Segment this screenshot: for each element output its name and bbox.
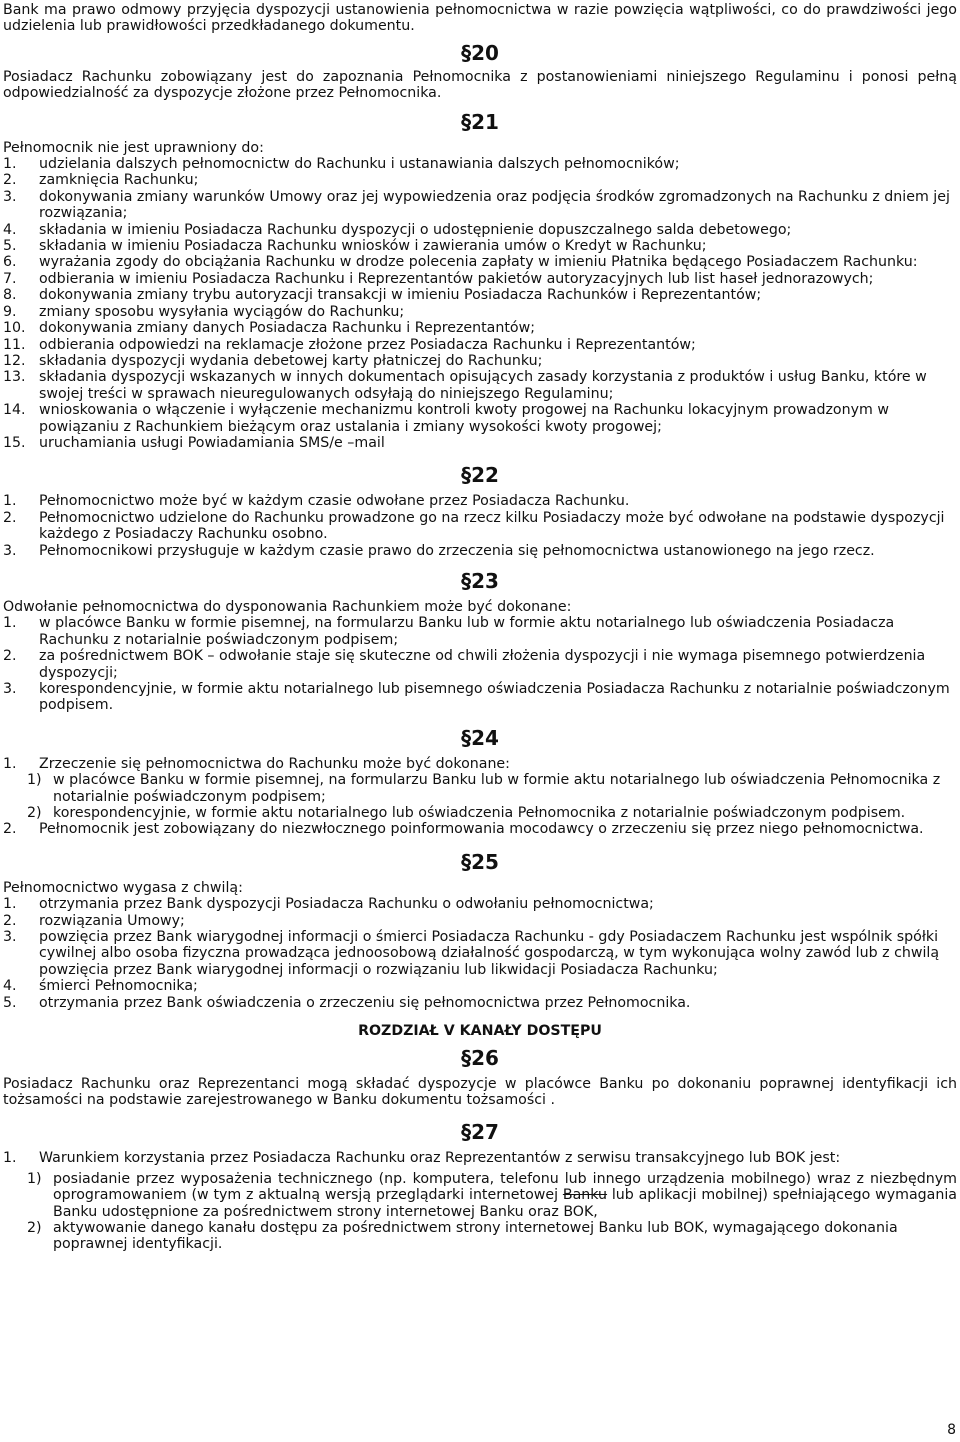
list-item — [3, 402, 957, 435]
list-item — [3, 756, 957, 772]
list-item — [3, 543, 957, 559]
list-item — [3, 287, 957, 303]
item-text: wnioskowania o włączenie i wyłączenie mechanizmu kontroli kwoty progowej na Rachunku lokacyjnym prowadzonym w powiązaniu z Rachunkiem bieżącym oraz ustalania i zmiany wysokości kwoty progowej; — [39, 402, 889, 435]
list-item — [3, 615, 957, 648]
item-number: 1. — [3, 896, 17, 913]
item-number: 2) — [27, 1219, 42, 1236]
item-number: 15. — [3, 434, 26, 451]
item-text: udzielania dalszych pełnomocnictw do Rachunku i ustanawiania dalszych pełnomocników; — [39, 156, 680, 173]
section-25-heading: §25 — [461, 849, 499, 874]
item-text: dokonywania zmiany warunków Umowy oraz jej wypowiedzenia oraz podjęcia środków zgromadzonych na Rachunku z dniem jej rozwiązania; — [39, 188, 950, 222]
item-text: dokonywania zmiany trybu autoryzacji transakcji w imieniu Posiadacza Rachunków i Reprezentantów; — [39, 287, 762, 304]
item-text: w placówce Banku w formie pisemnej, na formularzu Banku lub w formie aktu notarialnego lub oświadczenia Pełnomocnika z notarialnie poświadczonym podpisem; — [53, 772, 941, 805]
item-number: 13. — [3, 369, 26, 386]
section-24-list-2 — [3, 821, 957, 837]
item-number: 1) — [27, 772, 42, 789]
list-item — [3, 238, 957, 254]
list-item — [3, 896, 957, 912]
intro-paragraph: Bank ma prawo odmowy przyjęcia dyspozycji ustanowienia pełnomocnictwa w razie powzięcia wątpliwości, co do prawdziwości jego udzielenia lub prawidłowości przedkładanego dokumentu. — [3, 2, 957, 35]
item-text: otrzymania przez Bank dyspozycji Posiadacza Rachunku o odwołaniu pełnomocnictwa; — [39, 896, 654, 913]
list-item — [3, 189, 957, 222]
item-number: 8. — [3, 287, 17, 304]
list-item — [3, 222, 957, 238]
list-item — [3, 913, 957, 929]
item-number: 2. — [3, 912, 17, 929]
item-text: śmierci Pełnomocnika; — [39, 978, 198, 995]
item-text: Zrzeczenie się pełnomocnictwa do Rachunku może być dokonane: — [39, 755, 510, 772]
section-26-heading: §26 — [461, 1045, 499, 1070]
item-text: zmiany sposobu wysyłania wyciągów do Rachunku; — [39, 303, 405, 320]
section-24-sublist — [3, 772, 957, 821]
item-number: 7. — [3, 270, 17, 287]
text-part: lub aplikacji mobilnej) spełniającego wymagania Banku udostępnione za pośrednictwem strony internetowej Banku oraz BOK, — [53, 1187, 958, 1220]
list-item — [3, 929, 957, 978]
item-number: 5. — [3, 238, 17, 255]
item-number: 1) — [27, 1170, 42, 1187]
item-text: korespondencyjnie, w formie aktu notarialnego lub oświadczenia Pełnomocnika z notarialnie poświadczonym podpisem. — [53, 805, 906, 822]
section-25-list — [3, 896, 957, 1011]
section-24-heading: §24 — [461, 725, 499, 750]
item-number: 4. — [3, 978, 17, 995]
item-number: 12. — [3, 352, 26, 369]
item-number: 3. — [3, 929, 17, 946]
section-21-list — [3, 156, 957, 451]
list-item — [3, 271, 957, 287]
item-text: otrzymania przez Bank oświadczenia o zrzeczeniu się pełnomocnictwa przez Pełnomocnika. — [39, 994, 691, 1011]
section-21-heading: §21 — [461, 109, 499, 134]
struck-text: Banku — [562, 1187, 608, 1204]
item-text: Pełnomocnik jest zobowiązany do niezwłocznego poinformowania mocodawcy o zrzeczeniu się przez niego pełnomocnictwa. — [39, 821, 924, 838]
section-23-heading: §23 — [461, 568, 499, 593]
section-20-heading: §20 — [461, 40, 499, 65]
item-number: 14. — [3, 402, 26, 419]
list-item — [3, 493, 957, 509]
section-27-heading: §27 — [461, 1120, 499, 1145]
item-text: rozwiązania Umowy; — [39, 912, 185, 929]
item-text: składania dyspozycji wskazanych w innych dokumentach opisujących zasady korzystania z produktów i usług Banku, które w swojej treści w sprawach nieuregulowanych odsyłają do niniejszego Regulaminu; — [39, 369, 927, 402]
item-text: w placówce Banku w formie pisemnej, na formularzu Banku lub w formie aktu notarialnego lub oświadczenia Posiadacza Rachunku z notarialnie poświadczonym podpisem; — [39, 615, 895, 648]
item-number: 1. — [3, 156, 17, 173]
item-text: Pełnomocnictwo udzielone do Rachunku prowadzone go na rzecz kilku Posiadaczy może być odwołane na podstawie dyspozycji każdego z Posiadaczy Rachunku osobno. — [39, 509, 945, 543]
item-text: zamknięcia Rachunku; — [39, 172, 199, 189]
item-number: 3. — [3, 188, 17, 205]
item-text: dokonywania zmiany danych Posiadacza Rachunku i Reprezentantów; — [39, 320, 535, 337]
list-item — [3, 648, 957, 681]
list-item — [3, 156, 957, 172]
item-text: wyrażania zgody do obciążania Rachunku w drodze polecenia zapłaty w imieniu Płatnika będącego Posiadaczem Rachunku: — [39, 254, 918, 271]
item-text: odbierania w imieniu Posiadacza Rachunku i Reprezentantów pakietów autoryzacyjnych lub list haseł jednorazowych; — [39, 270, 874, 287]
item-number: 10. — [3, 320, 26, 337]
text-part: posiadanie przez wyposażenia technicznego (np. komputera, telefonu lub innego urządzenia mobilnego) wraz z niezbędnym oprogramowaniem (w tym z aktualną wersją przeglądarki internetowej — [53, 1170, 957, 1204]
list-item — [3, 369, 957, 402]
item-text: korespondencyjnie, w formie aktu notarialnego lub pisemnego oświadczenia Posiadacza Rachunku z notarialnie poświadczonym podpisem. — [39, 681, 950, 714]
list-item — [3, 435, 957, 451]
item-text: odbierania odpowiedzi na reklamacje złożone przez Posiadacza Rachunku i Reprezentantów; — [39, 336, 696, 353]
item-number: 2. — [3, 509, 17, 526]
item-number: 11. — [3, 336, 26, 353]
chapter-heading: ROZDZIAŁ V KANAŁY DOSTĘPU — [358, 1023, 602, 1040]
item-number: 1. — [3, 615, 17, 632]
section-23-lead: Odwołanie pełnomocnictwa do dysponowania Rachunkiem może być dokonane: — [3, 598, 572, 615]
item-number: 2) — [27, 805, 42, 822]
list-item — [3, 1150, 957, 1166]
section-21-lead: Pełnomocnik nie jest uprawniony do: — [3, 139, 264, 156]
sub-list-item — [27, 1220, 957, 1253]
item-text: aktywowanie danego kanału dostępu za pośrednictwem strony internetowej Banku lub BOK, wymagającego dokonania poprawnej identyfikacji. — [53, 1219, 898, 1253]
item-number: 5. — [3, 994, 17, 1011]
item-text: Pełnomocnikowi przysługuje w każdym czasie prawo do zrzeczenia się pełnomocnictwa ustanowionego na jego rzecz. — [39, 542, 875, 559]
item-number: 1. — [3, 755, 17, 772]
item-number: 9. — [3, 303, 17, 320]
list-item — [3, 304, 957, 320]
list-item — [3, 337, 957, 353]
item-text: Warunkiem korzystania przez Posiadacza Rachunku oraz Reprezentantów z serwisu transakcyjnego lub BOK jest: — [39, 1150, 841, 1167]
item-text: składania w imieniu Posiadacza Rachunku dyspozycji o udostępnienie dopuszczalnego salda debetowego; — [39, 221, 792, 238]
list-item — [3, 320, 957, 336]
sub-list-item — [27, 1171, 957, 1220]
section-24-list — [3, 756, 957, 772]
list-item — [3, 353, 957, 369]
section-27-sublist — [3, 1171, 957, 1253]
section-27-list — [3, 1150, 957, 1166]
page-number: 8 — [947, 1422, 956, 1438]
item-text: powzięcia przez Bank wiarygodnej informacji o śmierci Posiadacza Rachunku - gdy Posiadaczem Rachunku jest wspólnik spółki cywilnej albo osoba fizyczna prowadząca jednoosobową działalność gospodarczą, w tym wykonująca wolny zawód lub z chwilą powzięcia przez Bank wiarygodnej informacji o rozwiązaniu lub likwidacji Posiadacza Rachunku; — [39, 929, 940, 978]
item-number: 1. — [3, 493, 17, 510]
item-number: 3. — [3, 542, 17, 559]
list-item — [3, 172, 957, 188]
item-text: składania dyspozycji wydania debetowej karty płatniczej do Rachunku; — [39, 352, 543, 369]
item-number: 6. — [3, 254, 17, 271]
list-item — [3, 978, 957, 994]
item-number: 2. — [3, 648, 17, 665]
sub-list-item — [27, 805, 957, 821]
item-number: 1. — [3, 1150, 17, 1167]
sub-list-item — [27, 772, 957, 805]
item-number: 2. — [3, 821, 17, 838]
list-item — [3, 995, 957, 1011]
item-text — [53, 1171, 957, 1220]
section-20-text: Posiadacz Rachunku zobowiązany jest do zapoznania Pełnomocnika z postanowieniami niniejszego Regulaminu i ponosi pełną odpowiedzialność za dyspozycje złożone przez Pełnomocnika. — [3, 68, 957, 102]
item-text: składania w imieniu Posiadacza Rachunku wniosków i zawierania umów o Kredyt w Rachunku; — [39, 238, 707, 255]
list-item — [3, 510, 957, 543]
document-page — [3, 2, 957, 1253]
item-text: uruchamiania usługi Powiadamiania SMS/e –mail — [39, 434, 385, 451]
section-23-list — [3, 615, 957, 713]
item-number: 2. — [3, 172, 17, 189]
section-22-heading: §22 — [461, 463, 499, 488]
list-item — [3, 681, 957, 714]
item-number: 4. — [3, 221, 17, 238]
list-item — [3, 821, 957, 837]
item-text: Pełnomocnictwo może być w każdym czasie odwołane przez Posiadacza Rachunku. — [39, 493, 630, 510]
item-text: za pośrednictwem BOK – odwołanie staje się skuteczne od chwili złożenia dyspozycji i nie wymaga pisemnego potwierdzenia dyspozycji; — [39, 648, 926, 681]
list-item — [3, 254, 957, 270]
section-25-lead: Pełnomocnictwo wygasa z chwilą: — [3, 879, 243, 896]
item-number: 3. — [3, 681, 17, 697]
section-22-list — [3, 493, 957, 559]
section-26-text: Posiadacz Rachunku oraz Reprezentanci mogą składać dyspozycje w placówce Banku po dokonaniu poprawnej identyfikacji ich tożsamości na podstawie zarejestrowanego w Banku dokumentu tożsamości . — [3, 1075, 957, 1108]
